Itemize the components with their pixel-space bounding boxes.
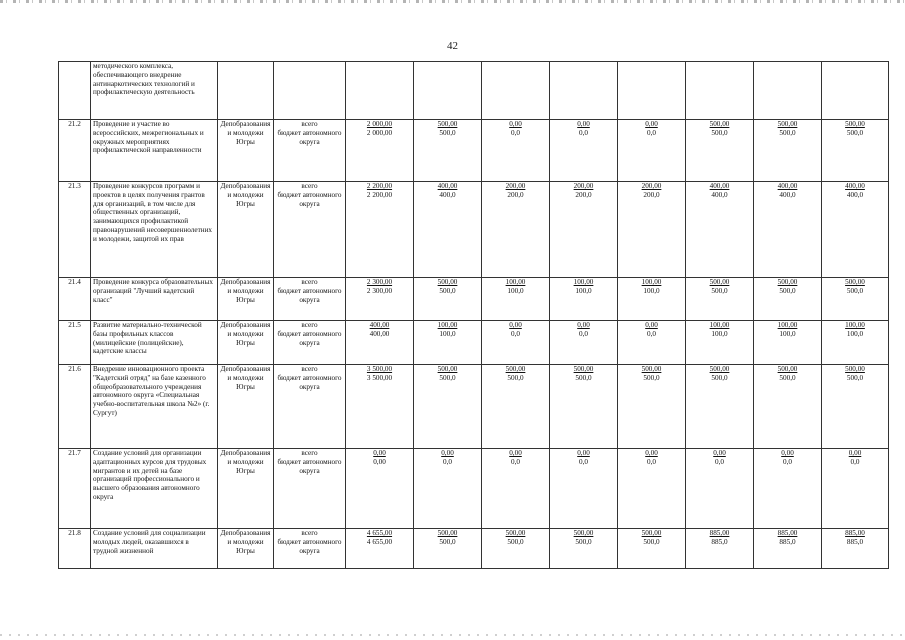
amount-total: 500,00 — [641, 365, 662, 373]
amount-budget: 500,0 — [779, 286, 796, 295]
amount-total: 0,00 — [577, 321, 590, 329]
amount-cell — [822, 365, 889, 449]
amount-total: 500,00 — [573, 365, 594, 373]
amount-budget: 885,0 — [711, 537, 728, 546]
amount-total: 0,00 — [713, 449, 726, 457]
amount-total: 0,00 — [848, 449, 862, 457]
amount-cell — [754, 365, 822, 449]
amount-cell — [618, 365, 686, 449]
amount-total: 400,00 — [777, 182, 798, 190]
source-budget-label: бюджет автономного округа — [277, 457, 342, 475]
amount-budget: 2 300,00 — [366, 286, 393, 295]
amount-total: 500,00 — [505, 365, 526, 373]
amount-budget: 2 200,00 — [366, 190, 393, 199]
amount-total: 2 000,00 — [366, 120, 393, 128]
table-row — [59, 529, 889, 569]
amount-cell — [618, 120, 686, 182]
amount-cell — [822, 321, 889, 365]
source-budget-label: бюджет автономного округа — [277, 286, 342, 304]
amount-budget: 500,0 — [439, 373, 456, 382]
amount-budget: 500,0 — [711, 286, 728, 295]
amount-cell — [346, 278, 414, 321]
amount-total: 885,00 — [845, 529, 865, 537]
amount-budget: 100,0 — [779, 329, 796, 338]
amount-budget: 0,0 — [783, 457, 792, 466]
amount-budget: 500,0 — [439, 537, 456, 546]
amount-budget: 400,0 — [711, 190, 728, 199]
amount-total: 200,00 — [573, 182, 594, 190]
amount-cell — [686, 182, 754, 278]
table-row — [59, 278, 889, 321]
amount-total: 500,00 — [709, 278, 730, 286]
amount-budget: 500,0 — [779, 373, 796, 382]
amount-cell — [414, 321, 482, 365]
executor: Депобразования и молодежи Югры — [218, 529, 274, 569]
source-budget-label: бюджет автономного округа — [277, 537, 342, 555]
amount-cell — [550, 321, 618, 365]
amount-budget: 500,0 — [643, 373, 660, 382]
amount-total: 500,00 — [845, 120, 865, 128]
source-total-label: всего — [301, 449, 318, 457]
amount-total: 500,00 — [845, 365, 865, 373]
executor: Депобразования и молодежи Югры — [218, 120, 274, 182]
amount-total: 100,00 — [505, 278, 526, 286]
executor: Депобразования и молодежи Югры — [218, 449, 274, 529]
amount-total: 0,00 — [373, 449, 386, 457]
source-total-label: всего — [301, 365, 318, 373]
amount-cell — [754, 278, 822, 321]
amount-budget: 100,0 — [846, 329, 864, 338]
amount-total: 400,00 — [369, 321, 390, 329]
row-number: 21.2 — [59, 120, 91, 182]
amount-cell — [618, 529, 686, 569]
amount-total: 100,00 — [845, 321, 865, 329]
continuation-text: методического комплекса, обеспечивающего внедрение антинаркотических технологий и профилактическую деятельность — [91, 62, 218, 120]
source-budget-label: бюджет автономного округа — [277, 128, 342, 146]
row-number: 21.6 — [59, 365, 91, 449]
amount-total: 100,00 — [437, 321, 458, 329]
executor: Депобразования и молодежи Югры — [218, 278, 274, 321]
amount-cell — [550, 278, 618, 321]
amount-cell — [346, 321, 414, 365]
funding-source — [274, 449, 346, 529]
amount-budget: 0,00 — [373, 457, 386, 466]
amount-budget: 100,0 — [575, 286, 592, 295]
amount-budget: 3 500,00 — [366, 373, 393, 382]
amount-cell — [550, 449, 618, 529]
amount-total: 3 500,00 — [366, 365, 393, 373]
executor: Депобразования и молодежи Югры — [218, 321, 274, 365]
amount-cell — [550, 120, 618, 182]
scan-edge-bottom — [0, 634, 905, 636]
amount-cell — [482, 529, 550, 569]
amount-total: 0,00 — [441, 449, 454, 457]
table-row — [59, 365, 889, 449]
amount-budget: 200,0 — [575, 190, 592, 199]
amount-total: 0,00 — [645, 120, 658, 128]
amount-total: 100,00 — [709, 321, 730, 329]
amount-budget: 200,0 — [507, 190, 524, 199]
source-budget-label: бюджет автономного округа — [277, 329, 342, 347]
amount-total: 500,00 — [437, 278, 458, 286]
amount-budget: 500,0 — [711, 128, 728, 137]
amount-total: 200,00 — [505, 182, 526, 190]
amount-cell — [618, 278, 686, 321]
amount-budget: 885,0 — [779, 537, 796, 546]
amount-cell — [754, 529, 822, 569]
amount-cell — [482, 449, 550, 529]
amount-total: 0,00 — [509, 120, 522, 128]
amount-cell — [550, 365, 618, 449]
source-total-label: всего — [301, 321, 318, 329]
amount-cell — [414, 449, 482, 529]
amount-budget: 0,0 — [715, 457, 724, 466]
amount-budget: 500,0 — [439, 286, 456, 295]
amount-cell — [618, 449, 686, 529]
amount-total: 500,00 — [437, 120, 458, 128]
amount-budget: 400,0 — [779, 190, 796, 199]
amount-budget: 500,0 — [507, 373, 524, 382]
source-budget-label: бюджет автономного округа — [277, 190, 342, 208]
scan-edge-top — [0, 0, 905, 3]
amount-total: 0,00 — [645, 321, 658, 329]
amount-budget: 0,0 — [579, 457, 588, 466]
amount-cell — [346, 120, 414, 182]
table-row — [59, 321, 889, 365]
activity-title: Проведение конкурсов программ и проектов в целях получения грантов для организаций, в том числе для общественных организаций, занимающихся профилактикой правонарушений несовершеннолетних и молодежи, защитой их прав — [91, 182, 218, 278]
amount-total: 500,00 — [777, 120, 798, 128]
executor: Депобразования и молодежи Югры — [218, 365, 274, 449]
amount-budget: 100,0 — [439, 329, 456, 338]
amount-cell — [482, 321, 550, 365]
amount-budget: 500,0 — [507, 537, 524, 546]
amount-budget: 0,0 — [511, 329, 520, 338]
amount-total: 0,00 — [645, 449, 658, 457]
amount-budget: 500,0 — [846, 373, 864, 382]
amount-total: 500,00 — [709, 365, 730, 373]
amount-cell — [482, 120, 550, 182]
row-number: 21.4 — [59, 278, 91, 321]
amount-budget: 2 000,00 — [366, 128, 393, 137]
amount-total: 0,00 — [577, 120, 590, 128]
amount-total: 500,00 — [573, 529, 594, 537]
source-total-label: всего — [301, 529, 318, 537]
amount-budget: 4 655,00 — [366, 537, 393, 546]
amount-budget: 500,0 — [575, 537, 592, 546]
amount-total: 500,00 — [777, 365, 798, 373]
amount-cell — [686, 321, 754, 365]
funding-source — [274, 529, 346, 569]
amount-budget: 0,0 — [511, 457, 520, 466]
amount-total: 0,00 — [781, 449, 794, 457]
table-row — [59, 120, 889, 182]
amount-cell — [346, 182, 414, 278]
amount-budget: 0,0 — [850, 457, 860, 466]
funding-source — [274, 278, 346, 321]
amount-budget: 500,0 — [439, 128, 456, 137]
funding-source — [274, 321, 346, 365]
page-number: 42 — [447, 40, 458, 52]
amount-budget: 0,0 — [579, 329, 588, 338]
amount-cell — [414, 120, 482, 182]
funding-source — [274, 120, 346, 182]
amount-total: 400,00 — [437, 182, 458, 190]
amount-budget: 100,0 — [643, 286, 660, 295]
row-number: 21.5 — [59, 321, 91, 365]
funding-source — [274, 365, 346, 449]
amount-total: 2 200,00 — [366, 182, 393, 190]
amount-cell — [686, 529, 754, 569]
amount-cell — [686, 365, 754, 449]
amount-total: 100,00 — [573, 278, 594, 286]
amount-cell — [754, 120, 822, 182]
amount-cell — [414, 365, 482, 449]
amount-total: 885,00 — [777, 529, 798, 537]
activity-title: Развитие материально-технической базы профильных классов (милицейские (полицейские), кадетские классы — [91, 321, 218, 365]
amount-total: 500,00 — [437, 365, 458, 373]
amount-budget: 0,0 — [647, 329, 656, 338]
source-total-label: всего — [301, 182, 318, 190]
funding-source — [274, 182, 346, 278]
source-total-label: всего — [301, 278, 318, 286]
amount-cell — [550, 182, 618, 278]
amount-total: 200,00 — [641, 182, 662, 190]
activity-title: Внедрение инновационного проекта "Кадетский отряд" на базе казенного общеобразовательного учреждения автономного округа «Специальная учебно-воспитательная школа №2» (г. Сургут) — [91, 365, 218, 449]
amount-total: 500,00 — [845, 278, 865, 286]
amount-cell — [754, 182, 822, 278]
amount-total: 500,00 — [437, 529, 458, 537]
amount-budget: 0,0 — [511, 128, 520, 137]
executor: Депобразования и молодежи Югры — [218, 182, 274, 278]
row-number: 21.3 — [59, 182, 91, 278]
amount-total: 500,00 — [505, 529, 526, 537]
amount-budget: 0,0 — [579, 128, 588, 137]
amount-cell — [754, 449, 822, 529]
activity-title: Проведение конкурса образовательных организаций "Лучший кадетский класс" — [91, 278, 218, 321]
amount-total: 100,00 — [777, 321, 798, 329]
amount-cell — [414, 278, 482, 321]
amount-total: 400,00 — [709, 182, 730, 190]
amount-cell — [822, 120, 889, 182]
amount-total: 100,00 — [641, 278, 662, 286]
amount-cell — [414, 529, 482, 569]
activity-title: Создание условий для социализации молодых людей, оказавшихся в трудной жизненной — [91, 529, 218, 569]
amount-budget: 100,0 — [507, 286, 524, 295]
amount-budget: 100,0 — [711, 329, 728, 338]
amount-cell — [414, 182, 482, 278]
amount-budget: 200,0 — [643, 190, 660, 199]
amount-cell — [346, 449, 414, 529]
row-number: 21.8 — [59, 529, 91, 569]
activity-title: Проведение и участие во всероссийских, межрегиональных и окружных мероприятиях профилактической направленности — [91, 120, 218, 182]
amount-budget: 500,0 — [846, 286, 864, 295]
amount-cell — [346, 529, 414, 569]
amount-budget: 0,0 — [647, 457, 656, 466]
continuation-row — [59, 62, 889, 120]
amount-total: 500,00 — [641, 529, 662, 537]
amount-total: 0,00 — [509, 321, 522, 329]
amount-total: 885,00 — [709, 529, 730, 537]
amount-budget: 500,0 — [575, 373, 592, 382]
row-number: 21.7 — [59, 449, 91, 529]
amount-total: 0,00 — [509, 449, 522, 457]
table-row — [59, 449, 889, 529]
table-row — [59, 182, 889, 278]
amount-budget: 500,0 — [643, 537, 660, 546]
amount-cell — [686, 278, 754, 321]
amount-cell — [822, 449, 889, 529]
amount-cell — [686, 449, 754, 529]
source-budget-label: бюджет автономного округа — [277, 373, 342, 391]
amount-cell — [754, 321, 822, 365]
amount-budget: 0,0 — [443, 457, 452, 466]
amount-cell — [822, 529, 889, 569]
amount-cell — [482, 365, 550, 449]
activity-title: Создание условий для организации адаптационных курсов для трудовых мигрантов и их детей на базе организаций профессионального и высшего образования автономного округа — [91, 449, 218, 529]
amount-total: 0,00 — [577, 449, 590, 457]
amount-cell — [482, 278, 550, 321]
budget-table — [58, 61, 889, 569]
source-total-label: всего — [301, 120, 318, 128]
amount-budget: 885,0 — [846, 537, 864, 546]
amount-cell — [618, 182, 686, 278]
amount-cell — [686, 120, 754, 182]
amount-cell — [618, 321, 686, 365]
amount-budget: 500,0 — [779, 128, 796, 137]
amount-total: 2 300,00 — [366, 278, 393, 286]
amount-cell — [346, 365, 414, 449]
amount-cell — [482, 182, 550, 278]
amount-cell — [822, 182, 889, 278]
amount-cell — [822, 278, 889, 321]
amount-total: 400,00 — [845, 182, 865, 190]
amount-budget: 0,0 — [647, 128, 656, 137]
amount-total: 500,00 — [709, 120, 730, 128]
amount-budget: 500,0 — [711, 373, 728, 382]
amount-budget: 400,00 — [369, 329, 390, 338]
amount-cell — [550, 529, 618, 569]
amount-budget: 400,0 — [846, 190, 864, 199]
amount-budget: 500,0 — [846, 128, 864, 137]
amount-total: 500,00 — [777, 278, 798, 286]
amount-total: 4 655,00 — [366, 529, 393, 537]
amount-budget: 400,0 — [439, 190, 456, 199]
